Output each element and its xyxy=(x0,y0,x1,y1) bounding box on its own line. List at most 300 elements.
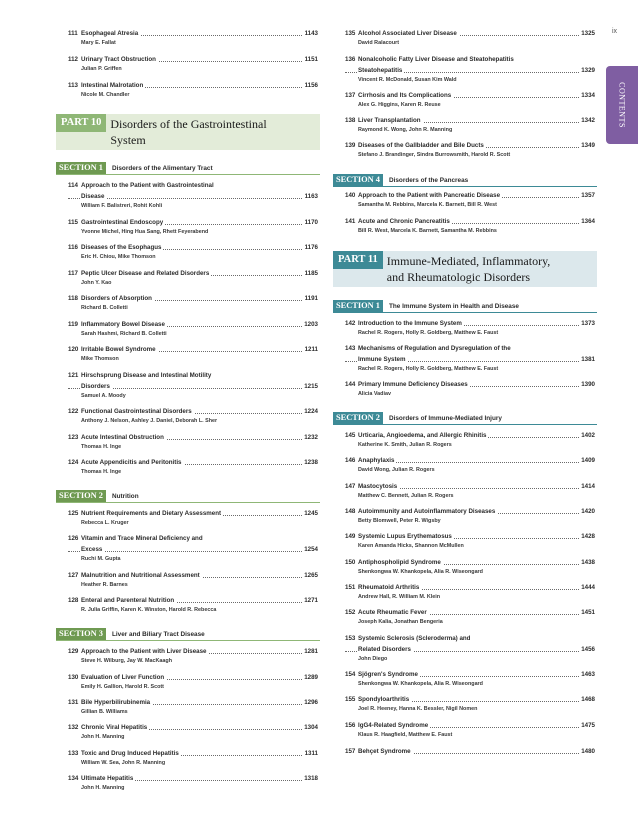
page-ref: 1224 xyxy=(304,408,318,415)
chapter-number: 128 xyxy=(68,597,79,604)
chapter-title: Primary Immune Deficiency Diseases xyxy=(358,381,468,388)
toc-entry[interactable] xyxy=(56,722,320,742)
chapter-authors: Samuel A. Moody xyxy=(81,393,126,399)
page-ref: 1480 xyxy=(581,748,595,755)
entry-title-line xyxy=(345,343,595,354)
chapter-number: 130 xyxy=(68,674,79,681)
toc-entry[interactable] xyxy=(333,557,597,577)
entry-title-line xyxy=(68,319,318,330)
entry-title-line xyxy=(68,432,318,443)
chapter-title-cont: Related Disorders 1456 xyxy=(345,644,595,655)
chapter-title: Acute Intestinal Obstruction xyxy=(81,434,164,441)
chapter-number: 111 xyxy=(68,30,78,37)
toc-entry[interactable] xyxy=(333,318,597,338)
chapter-number: 125 xyxy=(68,510,79,517)
toc-entry[interactable] xyxy=(333,633,597,664)
chapter-authors: Bill R. West, Marcela K. Barnett, Samantha M. Rebbins xyxy=(358,228,497,234)
chapter-title: Acute and Chronic Pancreatitis xyxy=(358,218,450,225)
page-ref: 1318 xyxy=(304,775,318,782)
section-label: SECTION 1 xyxy=(56,162,106,174)
toc-entry[interactable] xyxy=(333,54,597,85)
chapter-title: Inflammatory Bowel Disease xyxy=(81,321,165,328)
chapter-number: 131 xyxy=(68,699,79,706)
chapter-title-cont: Disease 1163 xyxy=(68,191,318,202)
chapter-number: 124 xyxy=(68,459,79,466)
chapter-number: 138 xyxy=(345,117,356,124)
entry-title-line xyxy=(345,694,595,705)
toc-entry[interactable] xyxy=(333,216,597,236)
chapter-number: 116 xyxy=(68,244,78,251)
chapter-number: 145 xyxy=(345,432,356,439)
entry-title-line xyxy=(345,746,595,757)
entry-title-line xyxy=(68,672,318,683)
section-title: Nutrition xyxy=(111,492,139,500)
toc-entry[interactable] xyxy=(56,319,320,339)
chapter-title-cont: Immune System 1381 xyxy=(345,354,595,365)
chapter-authors: Karen Amanda Hicks, Shannon McMullen xyxy=(358,543,464,549)
chapter-number: 139 xyxy=(345,142,356,149)
chapter-authors: Katherine K. Smith, Julian R. Rogers xyxy=(358,442,452,448)
chapter-title: Acute Rheumatic Fever xyxy=(358,609,427,616)
page-ref: 1163 xyxy=(304,193,318,200)
toc-entry[interactable] xyxy=(56,748,320,768)
contents-side-tab[interactable] xyxy=(606,66,638,144)
page-ref: 1176 xyxy=(304,244,318,251)
page-ref: 1475 xyxy=(581,722,595,729)
toc-entry[interactable] xyxy=(333,28,597,48)
page-ref: 1349 xyxy=(581,142,595,149)
toc-entry[interactable] xyxy=(333,115,597,135)
chapter-number: 113 xyxy=(68,82,78,89)
chapter-title: Approach to the Patient with Liver Disease xyxy=(81,648,207,655)
side-tab-label: CONTENTS xyxy=(617,82,627,128)
toc-entry[interactable] xyxy=(333,343,597,374)
chapter-title: Systemic Lupus Erythematosus xyxy=(358,533,452,540)
entry-title-line xyxy=(68,508,318,519)
chapter-number: 117 xyxy=(68,270,78,277)
chapter-title: Behçet Syndrome xyxy=(358,748,411,755)
chapter-title: Introduction to the Immune System xyxy=(358,320,462,327)
chapter-number: 119 xyxy=(68,321,78,328)
chapter-authors: Sarah Hashmi, Richard B. Colletti xyxy=(81,331,167,337)
chapter-title: Enteral and Parenteral Nutrition xyxy=(81,597,175,604)
entry-title-line xyxy=(345,216,595,227)
section-title: Liver and Biliary Tract Disease xyxy=(111,630,205,638)
part-label: PART 11 xyxy=(333,251,383,269)
chapter-number: 132 xyxy=(68,724,79,731)
page-number: ix xyxy=(612,28,618,35)
chapter-title: Nonalcoholic Fatty Liver Disease and Steatohepatitis xyxy=(358,56,514,63)
chapter-title: Toxic and Drug Induced Hepatitis xyxy=(81,750,179,757)
page-ref: 1414 xyxy=(581,483,595,490)
chapter-authors: Shenkongwa W. Khankopela, Alia R. Wiseongard xyxy=(358,569,483,575)
page-ref: 1254 xyxy=(304,546,318,553)
page-ref: 1420 xyxy=(581,508,595,515)
chapter-title: Malnutrition and Nutritional Assessment xyxy=(81,572,200,579)
chapter-authors: R. Julia Griffin, Karen K. Winston, Harold R. Rebecca xyxy=(81,607,217,613)
chapter-title: Hirschsprung Disease and Intestinal Motility xyxy=(81,372,212,379)
entry-title-line xyxy=(68,268,318,279)
toc-entry[interactable] xyxy=(56,646,320,666)
entry-title-line xyxy=(68,242,318,253)
chapter-authors: Ruchi M. Gupta xyxy=(81,556,121,562)
chapter-title-cont: Disorders 1215 xyxy=(68,381,318,392)
entry-title-line xyxy=(68,217,318,228)
entry-title-line xyxy=(345,90,595,101)
page-ref: 1409 xyxy=(581,457,595,464)
chapter-authors: Raymond K. Wong, John R. Manning xyxy=(358,127,453,133)
chapter-number: 140 xyxy=(345,192,356,199)
page-ref: 1156 xyxy=(304,82,318,89)
page-ref: 1191 xyxy=(304,295,318,302)
page-ref: 1151 xyxy=(304,56,318,63)
toc-entry[interactable] xyxy=(56,570,320,590)
chapter-title: Rheumatoid Arthritis xyxy=(358,584,420,591)
chapter-number: 134 xyxy=(68,775,79,782)
entry-title-line xyxy=(68,457,318,468)
chapter-number: 152 xyxy=(345,609,356,616)
toc-entry[interactable] xyxy=(56,268,320,288)
chapter-number: 112 xyxy=(68,56,78,63)
chapter-number: 142 xyxy=(345,320,356,327)
part-heading xyxy=(56,114,320,150)
toc-entry[interactable] xyxy=(56,344,320,364)
page-ref: 1373 xyxy=(581,320,595,327)
page-ref: 1357 xyxy=(581,192,595,199)
chapter-authors: Anthony J. Nelson, Ashley J. Daniel, Deborah L. Sher xyxy=(81,418,218,424)
chapter-number: 127 xyxy=(68,572,79,579)
toc-entry[interactable] xyxy=(333,430,597,450)
chapter-number: 150 xyxy=(345,559,356,566)
chapter-authors: Klaus R. Haagfield, Matthew E. Faust xyxy=(358,732,453,738)
entry-title-line xyxy=(345,481,595,492)
chapter-title: Mastocytosis xyxy=(358,483,398,490)
chapter-authors: Mike Thomson xyxy=(81,356,119,362)
chapter-authors: Vincent R. McDonald, Susan Kim Wald xyxy=(358,77,457,83)
page-ref: 1342 xyxy=(581,117,595,124)
toc-entry[interactable] xyxy=(333,582,597,602)
page-ref: 1468 xyxy=(581,696,595,703)
page-ref: 1232 xyxy=(304,434,318,441)
page-ref: 1438 xyxy=(581,559,595,566)
page-ref: 1143 xyxy=(304,30,318,37)
section-title: Disorders of the Alimentary Tract xyxy=(111,164,213,172)
toc-entry[interactable] xyxy=(56,293,320,313)
section-heading xyxy=(333,412,597,425)
section-label: SECTION 3 xyxy=(56,628,106,640)
chapter-authors: John H. Manning xyxy=(81,734,125,740)
toc-entry[interactable] xyxy=(333,531,597,551)
section-heading xyxy=(333,300,597,313)
chapter-number: 114 xyxy=(68,182,78,189)
toc-entry[interactable] xyxy=(56,217,320,237)
chapter-title: Sjögren's Syndrome xyxy=(358,671,418,678)
chapter-title: Irritable Bowel Syndrome xyxy=(81,346,156,353)
chapter-number: 144 xyxy=(345,381,356,388)
chapter-number: 120 xyxy=(68,346,79,353)
page-ref: 1381 xyxy=(581,356,595,363)
section-heading xyxy=(56,162,320,175)
toc-entry[interactable] xyxy=(333,607,597,627)
toc-entry[interactable] xyxy=(333,190,597,210)
toc-entry[interactable] xyxy=(56,508,320,528)
chapter-number: 136 xyxy=(345,56,356,63)
chapter-authors: Gillian B. Williams xyxy=(81,709,128,715)
chapter-number: 141 xyxy=(345,218,356,225)
chapter-title: Approach to the Patient with Pancreatic Disease xyxy=(358,192,501,199)
chapter-authors: Stefano J. Brandinger, Sindra Burrowsmith, Harold R. Scott xyxy=(358,152,511,158)
section-heading xyxy=(56,490,320,503)
page-ref: 1334 xyxy=(581,92,595,99)
chapter-authors: Andrew Hall, R. William M. Klein xyxy=(358,594,441,600)
page-ref: 1271 xyxy=(304,597,318,604)
toc-entry[interactable] xyxy=(56,533,320,564)
chapter-title: Acute Appendicitis and Peritonitis xyxy=(81,459,182,466)
entry-title-line xyxy=(345,28,595,39)
chapter-authors: John H. Manning xyxy=(81,785,125,791)
chapter-title: Systemic Sclerosis (Scleroderma) and xyxy=(358,635,471,642)
chapter-title: Evaluation of Liver Function xyxy=(81,674,165,681)
section-heading xyxy=(333,174,597,187)
toc-entry[interactable] xyxy=(56,370,320,401)
entry-title-line xyxy=(345,455,595,466)
chapter-title: Gastrointestinal Endoscopy xyxy=(81,219,164,226)
entry-title-line xyxy=(345,633,595,644)
chapter-title: Esophageal Atresia xyxy=(81,30,139,37)
chapter-title: Spondyloarthritis xyxy=(358,696,410,703)
toc-entry[interactable] xyxy=(333,669,597,689)
entry-title-line xyxy=(68,646,318,657)
toc-entry[interactable] xyxy=(56,432,320,452)
section-title: The Immune System in Health and Disease xyxy=(388,302,519,310)
chapter-title: Urticaria, Angioedema, and Allergic Rhinitis xyxy=(358,432,487,439)
chapter-number: 155 xyxy=(345,696,356,703)
entry-title-line xyxy=(345,720,595,731)
toc-entry[interactable] xyxy=(333,481,597,501)
entry-title-line xyxy=(345,557,595,568)
chapter-number: 126 xyxy=(68,535,79,542)
chapter-authors: Thomas H. Inge xyxy=(81,444,122,450)
page-ref: 1329 xyxy=(581,67,595,74)
entry-title-line xyxy=(68,370,318,381)
toc-entry[interactable] xyxy=(333,506,597,526)
entry-title-line xyxy=(68,180,318,191)
chapter-title: Chronic Viral Hepatitis xyxy=(81,724,148,731)
chapter-authors: Rachel R. Rogers, Holly R. Goldberg, Matthew E. Faust xyxy=(358,330,499,336)
chapter-authors: David Wong, Julian R. Rogers xyxy=(358,467,435,473)
chapter-authors: Steve H. Wilburg, Jay W. MacKaagh xyxy=(81,658,173,664)
chapter-number: 151 xyxy=(345,584,356,591)
chapter-authors: Yvonne Michel, Hing Hua Sang, Rhett Feyerabend xyxy=(81,229,209,235)
chapter-title-cont: Steatohepatitis 1329 xyxy=(345,65,595,76)
toc-entry[interactable] xyxy=(333,455,597,475)
page-ref: 1245 xyxy=(304,510,318,517)
part-title: Disorders of the Gastrointestinal System xyxy=(110,117,267,147)
chapter-number: 157 xyxy=(345,748,356,755)
page-ref: 1463 xyxy=(581,671,595,678)
chapter-authors: John Y. Kao xyxy=(81,280,112,286)
chapter-authors: Rebecca L. Kruger xyxy=(81,520,129,526)
chapter-title: Diseases of the Esophagus xyxy=(81,244,162,251)
chapter-authors: Emily H. Gallion, Harold R. Scott xyxy=(81,684,164,690)
entry-title-line xyxy=(345,379,595,390)
entry-title-line xyxy=(345,318,595,329)
toc-entry[interactable] xyxy=(56,54,320,74)
chapter-number: 154 xyxy=(345,671,356,678)
toc-entry[interactable] xyxy=(333,140,597,160)
entry-title-line xyxy=(345,506,595,517)
section-label: SECTION 2 xyxy=(333,412,383,424)
entry-title-line xyxy=(68,344,318,355)
page-ref: 1444 xyxy=(581,584,595,591)
page-ref: 1215 xyxy=(304,383,318,390)
entry-title-line xyxy=(345,669,595,680)
part-heading xyxy=(333,251,597,287)
page-ref: 1289 xyxy=(304,674,318,681)
toc-entry[interactable] xyxy=(56,242,320,262)
page-ref: 1281 xyxy=(304,648,318,655)
chapter-title: Bile Hyperbilirubinemia xyxy=(81,699,151,706)
page-ref: 1451 xyxy=(581,609,595,616)
chapter-number: 118 xyxy=(68,295,78,302)
dot-leader xyxy=(68,551,318,552)
page-ref: 1296 xyxy=(304,699,318,706)
chapter-title: Functional Gastrointestinal Disorders xyxy=(81,408,192,415)
section-title: Disorders of the Pancreas xyxy=(388,176,469,184)
chapter-authors: Nicole M. Chandler xyxy=(81,92,130,98)
entry-title-line xyxy=(68,697,318,708)
section-label: SECTION 2 xyxy=(56,490,106,502)
chapter-title-cont: Excess 1254 xyxy=(68,544,318,555)
chapter-title: Vitamin and Trace Mineral Deficiency and xyxy=(81,535,203,542)
section-label: SECTION 4 xyxy=(333,174,383,186)
chapter-authors: Betty Blomwell, Peter R. Wigsby xyxy=(358,518,441,524)
chapter-number: 147 xyxy=(345,483,356,490)
chapter-authors: Alex G. Higgins, Karen R. Reuse xyxy=(358,102,441,108)
chapter-title: Alcohol Associated Liver Disease xyxy=(358,30,457,37)
chapter-title: Nutrient Requirements and Dietary Assessment xyxy=(81,510,222,517)
toc-entry[interactable] xyxy=(333,379,597,399)
chapter-title: Intestinal Malrotation xyxy=(81,82,144,89)
chapter-authors: Joel R. Heeney, Hanna K. Bessler, Nigil Nomen xyxy=(358,706,478,712)
page-ref: 1185 xyxy=(304,270,318,277)
toc-entry[interactable] xyxy=(56,457,320,477)
entry-title-line xyxy=(345,582,595,593)
toc-entry[interactable] xyxy=(333,90,597,110)
page-ref: 1390 xyxy=(581,381,595,388)
page-ref: 1304 xyxy=(304,724,318,731)
chapter-number: 148 xyxy=(345,508,356,515)
page-ref: 1238 xyxy=(304,459,318,466)
chapter-title: Cirrhosis and Its Complications xyxy=(358,92,452,99)
chapter-title: Anaphylaxis xyxy=(358,457,395,464)
entry-title-line xyxy=(68,748,318,759)
page-ref: 1211 xyxy=(304,346,318,353)
entry-title-line xyxy=(68,293,318,304)
entry-title-line xyxy=(345,140,595,151)
chapter-authors: Eric H. Chiou, Mike Thomson xyxy=(81,254,156,260)
chapter-number: 143 xyxy=(345,345,356,352)
chapter-authors: Mary E. Fallat xyxy=(81,40,116,46)
chapter-number: 153 xyxy=(345,635,356,642)
chapter-authors: Thomas H. Inge xyxy=(81,469,122,475)
page-ref: 1428 xyxy=(581,533,595,540)
toc-entry[interactable] xyxy=(56,406,320,426)
page-ref: 1456 xyxy=(581,646,595,653)
toc-entry[interactable] xyxy=(56,180,320,211)
entry-title-line xyxy=(68,406,318,417)
chapter-number: 156 xyxy=(345,722,356,729)
chapter-title: Autoimmunity and Autoinflammatory Diseases xyxy=(358,508,496,515)
chapter-title: IgG4-Related Syndrome xyxy=(358,722,429,729)
section-heading xyxy=(56,628,320,641)
chapter-number: 135 xyxy=(345,30,356,37)
chapter-number: 133 xyxy=(68,750,79,757)
chapter-number: 121 xyxy=(68,372,79,379)
entry-title-line xyxy=(68,722,318,733)
chapter-authors: Joseph Kalia, Jonathan Bengeria xyxy=(358,619,443,625)
chapter-title: Urinary Tract Obstruction xyxy=(81,56,156,63)
toc-entry[interactable] xyxy=(56,28,320,48)
chapter-number: 115 xyxy=(68,219,78,226)
chapter-authors: Rachel R. Rogers, Holly R. Goldberg, Matthew E. Faust xyxy=(358,366,499,372)
entry-title-line xyxy=(345,190,595,201)
chapter-authors: Matthew C. Bennett, Julian R. Rogers xyxy=(358,493,454,499)
page-ref: 1402 xyxy=(581,432,595,439)
chapter-authors: David Ralacourt xyxy=(358,40,400,46)
page-ref: 1170 xyxy=(304,219,318,226)
chapter-authors: William F. Balistreri, Rohit Kohli xyxy=(81,203,163,209)
chapter-title: Diseases of the Gallbladder and Bile Ducts xyxy=(358,142,484,149)
chapter-title: Antiphospholipid Syndrome xyxy=(358,559,441,566)
page-ref: 1203 xyxy=(304,321,318,328)
entry-title-line xyxy=(68,80,318,91)
chapter-authors: Shenkongwa W. Khankopela, Alia R. Wiseongard xyxy=(358,681,483,687)
chapter-number: 146 xyxy=(345,457,356,464)
section-title: Disorders of Immune-Mediated Injury xyxy=(388,414,502,422)
page-ref: 1325 xyxy=(581,30,595,37)
part-label: PART 10 xyxy=(56,114,106,132)
page-ref: 1364 xyxy=(581,218,595,225)
entry-title-line xyxy=(68,773,318,784)
chapter-title: Mechanisms of Regulation and Dysregulation of the xyxy=(358,345,511,352)
chapter-authors: Julian P. Griffen xyxy=(81,66,122,72)
toc-entry[interactable] xyxy=(333,720,597,740)
chapter-number: 137 xyxy=(345,92,356,99)
toc-entry[interactable] xyxy=(56,773,320,793)
toc-entry[interactable] xyxy=(56,595,320,615)
toc-entry[interactable] xyxy=(56,80,320,100)
toc-entry[interactable] xyxy=(56,672,320,692)
entry-title-line xyxy=(345,115,595,126)
chapter-number: 122 xyxy=(68,408,79,415)
chapter-title: Liver Transplantation xyxy=(358,117,421,124)
toc-entry[interactable] xyxy=(333,746,597,757)
toc-entry[interactable] xyxy=(56,697,320,717)
chapter-number: 123 xyxy=(68,434,79,441)
chapter-title: Approach to the Patient with Gastrointestinal xyxy=(81,182,214,189)
chapter-authors: Richard B. Colletti xyxy=(81,305,128,311)
chapter-authors: John Diego xyxy=(358,656,388,662)
page-ref: 1311 xyxy=(304,750,318,757)
section-label: SECTION 1 xyxy=(333,300,383,312)
chapter-title: Ultimate Hepatitis xyxy=(81,775,134,782)
entry-title-line xyxy=(345,54,595,65)
entry-title-line xyxy=(68,28,318,39)
chapter-number: 129 xyxy=(68,648,79,655)
toc-entry[interactable] xyxy=(333,694,597,714)
part-title: Immune-Mediated, Inflammatory, and Rheumatologic Disorders xyxy=(386,254,551,284)
